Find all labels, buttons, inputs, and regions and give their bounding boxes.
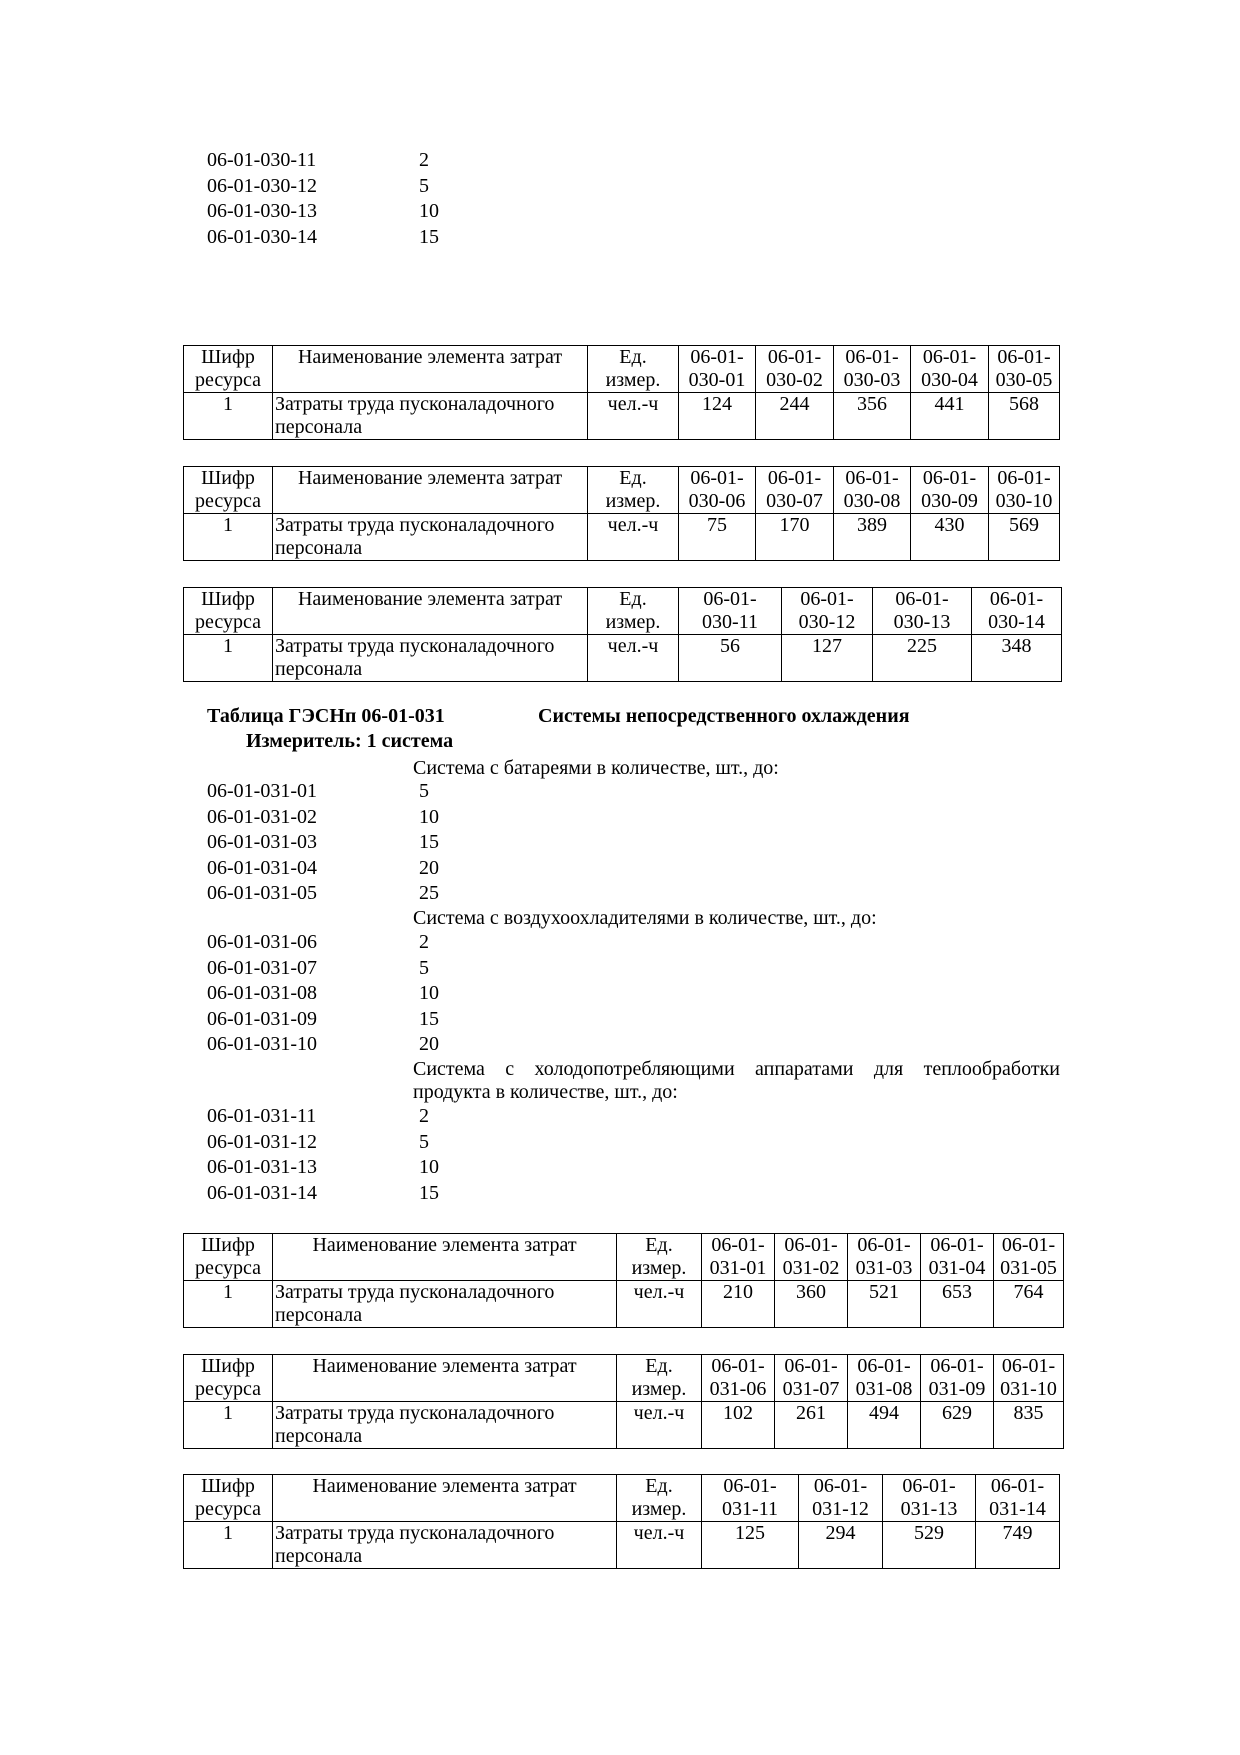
row-value: 360: [775, 1281, 848, 1328]
item-value: 10: [419, 982, 439, 1004]
norm-code-suffix: 031-10: [1000, 1378, 1057, 1400]
table-row: [184, 1402, 1064, 1449]
row-unit: чел.-ч: [588, 393, 679, 440]
norm-code-suffix: 030-11: [702, 611, 758, 633]
header-unit: [617, 1234, 702, 1281]
item-value: 10: [419, 1156, 439, 1178]
header-text: Ед.: [645, 1355, 673, 1377]
header-unit: [617, 1355, 702, 1402]
row-name-text: персонала: [275, 658, 363, 680]
norm-code-prefix: 06-01-: [989, 588, 1044, 610]
row-value: 127: [782, 635, 873, 682]
header-text: Ед.: [619, 346, 647, 368]
header-resource-code: [184, 1355, 273, 1402]
row-name-text: Затраты труда пусконаладочного: [275, 1281, 555, 1303]
norm-code-suffix: 030-10: [995, 490, 1053, 512]
row-unit: чел.-ч: [617, 1522, 702, 1569]
norm-code-prefix: 06-01-: [997, 467, 1051, 489]
header-text: измер.: [605, 490, 661, 512]
header-norm-code: [679, 588, 782, 635]
row-name-text: Затраты труда пусконаладочного: [275, 1522, 555, 1544]
row-value: 348: [972, 635, 1062, 682]
item-value: 15: [419, 225, 439, 248]
item-code: 06-01-031-10: [207, 1033, 317, 1055]
item-code: 06-01-030-11: [207, 149, 317, 171]
header-norm-code: [702, 1475, 799, 1522]
table-header-row: [184, 1234, 1064, 1281]
header-text: измер.: [631, 1257, 687, 1279]
header-norm-code: [911, 346, 989, 393]
resource-table: [183, 466, 1060, 561]
row-value: 521: [848, 1281, 921, 1328]
header-norm-code: [994, 1234, 1064, 1281]
header-norm-code: [911, 467, 989, 514]
norm-code-prefix: 06-01-: [767, 467, 822, 489]
header-text: ресурса: [195, 369, 261, 391]
group-title: Система с воздухоохладителями в количестве, шт., до:: [413, 907, 877, 929]
resource-table: [183, 1354, 1064, 1449]
header-norm-code: [679, 346, 756, 393]
norm-code-prefix: 06-01-: [990, 1475, 1045, 1497]
norm-code-prefix: 06-01-: [857, 1355, 911, 1377]
norm-code-suffix: 031-03: [855, 1257, 913, 1279]
row-value: 529: [883, 1522, 976, 1569]
header-text: ресурса: [195, 611, 261, 633]
row-value: 494: [848, 1402, 921, 1449]
resource-table: [183, 1233, 1064, 1328]
norm-code-prefix: 06-01-: [895, 588, 949, 610]
item-value: 5: [419, 174, 429, 197]
row-value: 294: [799, 1522, 883, 1569]
norm-code-prefix: 06-01-: [997, 346, 1051, 368]
row-name-text: персонала: [275, 1545, 363, 1567]
item-value: 2: [419, 149, 429, 171]
row-name-text: персонала: [275, 1304, 363, 1326]
row-value: 102: [702, 1402, 775, 1449]
norm-code-suffix: 030-02: [766, 369, 823, 391]
item-value: 15: [419, 1181, 439, 1204]
table-name: Системы непосредственного охлаждения: [538, 705, 910, 727]
header-norm-code: [834, 467, 911, 514]
item-code: 06-01-031-11: [207, 1105, 317, 1127]
row-number: 1: [184, 1522, 273, 1569]
norm-code-suffix: 031-08: [855, 1378, 913, 1400]
norm-code-prefix: 06-01-: [1001, 1234, 1056, 1256]
item-value: 20: [419, 1033, 439, 1055]
header-element-name: Наименование элемента затрат: [273, 588, 588, 635]
norm-code-prefix: 06-01-: [800, 588, 854, 610]
row-value: 56: [679, 635, 782, 682]
row-value: 389: [834, 514, 911, 561]
header-text: измер.: [631, 1498, 687, 1520]
row-value: 210: [702, 1281, 775, 1328]
header-text: Ед.: [645, 1234, 673, 1256]
norm-code-suffix: 031-06: [709, 1378, 767, 1400]
norm-code-suffix: 030-01: [688, 369, 746, 391]
norm-code-prefix: 06-01-: [711, 1355, 765, 1377]
header-element-name: Наименование элемента затрат: [273, 1355, 617, 1402]
norm-code-suffix: 031-07: [782, 1378, 840, 1400]
header-norm-code: [848, 1355, 921, 1402]
header-norm-code: [848, 1234, 921, 1281]
header-text: Шифр: [201, 588, 255, 610]
row-value: 125: [702, 1522, 799, 1569]
norm-code-prefix: 06-01-: [930, 1234, 984, 1256]
norm-code-prefix: 06-01-: [813, 1475, 868, 1497]
header-element-name: Наименование элемента затрат: [273, 467, 588, 514]
row-value: 441: [911, 393, 989, 440]
norm-code-prefix: 06-01-: [690, 467, 744, 489]
row-name-text: персонала: [275, 416, 363, 438]
table-header-row: [184, 588, 1062, 635]
row-name: [273, 1281, 617, 1328]
row-value: 569: [989, 514, 1060, 561]
row-value: 764: [994, 1281, 1064, 1328]
row-name: [273, 1402, 617, 1449]
item-value: 15: [419, 1007, 439, 1030]
header-text: Шифр: [201, 1355, 255, 1377]
norm-code-prefix: 06-01-: [784, 1355, 838, 1377]
norm-code-prefix: 06-01-: [845, 346, 899, 368]
header-element-name: Наименование элемента затрат: [273, 1234, 617, 1281]
row-number: 1: [184, 1281, 273, 1328]
row-number: 1: [184, 514, 273, 561]
header-norm-code: [756, 346, 834, 393]
item-code: 06-01-031-07: [207, 956, 317, 979]
item-code: 06-01-031-01: [207, 780, 317, 802]
norm-code-prefix: 06-01-: [922, 467, 977, 489]
header-norm-code: [873, 588, 972, 635]
row-number: 1: [184, 635, 273, 682]
row-value: 124: [679, 393, 756, 440]
header-resource-code: [184, 346, 273, 393]
norm-code-suffix: 030-13: [893, 611, 951, 633]
header-norm-code: [921, 1355, 994, 1402]
item-code: 06-01-031-12: [207, 1130, 317, 1153]
header-text: Ед.: [645, 1475, 673, 1497]
row-unit: чел.-ч: [588, 635, 679, 682]
table-header-row: [184, 467, 1060, 514]
header-resource-code: [184, 588, 273, 635]
item-code: 06-01-031-09: [207, 1007, 317, 1030]
item-value: 25: [419, 882, 439, 904]
group-title: Система с батареями в количестве, шт., до:: [413, 757, 779, 779]
norm-code-suffix: 031-04: [928, 1257, 986, 1279]
header-norm-code: [921, 1234, 994, 1281]
row-value: 225: [873, 635, 972, 682]
row-value: 568: [989, 393, 1060, 440]
table-header-row: [184, 1355, 1064, 1402]
norm-code-suffix: 030-09: [921, 490, 978, 512]
norm-code-prefix: 06-01-: [723, 1475, 777, 1497]
norm-code-suffix: 030-05: [995, 369, 1053, 391]
norm-code-suffix: 031-12: [812, 1498, 869, 1520]
row-name: [273, 635, 588, 682]
norm-code-suffix: 030-14: [988, 611, 1045, 633]
header-norm-code: [834, 346, 911, 393]
item-value: 2: [419, 931, 429, 953]
resource-table: [183, 345, 1060, 440]
row-number: 1: [184, 1402, 273, 1449]
item-code: 06-01-031-08: [207, 982, 317, 1004]
norm-code-suffix: 030-12: [798, 611, 856, 633]
header-element-name: Наименование элемента затрат: [273, 346, 588, 393]
header-text: измер.: [605, 369, 661, 391]
row-name-text: персонала: [275, 1425, 363, 1447]
row-value: 629: [921, 1402, 994, 1449]
header-norm-code: [883, 1475, 976, 1522]
norm-code-prefix: 06-01-: [922, 346, 977, 368]
norm-code-suffix: 031-14: [989, 1498, 1046, 1520]
row-unit: чел.-ч: [588, 514, 679, 561]
item-code: 06-01-031-14: [207, 1181, 317, 1204]
item-code: 06-01-030-12: [207, 174, 317, 197]
item-value: 15: [419, 831, 439, 853]
norm-code-prefix: 06-01-: [902, 1475, 956, 1497]
item-value: 5: [419, 1130, 429, 1153]
norm-code-suffix: 031-02: [782, 1257, 840, 1279]
item-code: 06-01-030-14: [207, 225, 317, 248]
item-code: 06-01-031-06: [207, 931, 317, 953]
header-text: измер.: [631, 1378, 687, 1400]
row-value: 261: [775, 1402, 848, 1449]
norm-code-prefix: 06-01-: [784, 1234, 838, 1256]
header-norm-code: [989, 467, 1060, 514]
norm-code-prefix: 06-01-: [930, 1355, 984, 1377]
row-value: 75: [679, 514, 756, 561]
header-resource-code: [184, 1234, 273, 1281]
header-unit: [588, 467, 679, 514]
norm-code-prefix: 06-01-: [1001, 1355, 1056, 1377]
header-resource-code: [184, 467, 273, 514]
header-norm-code: [972, 588, 1062, 635]
header-norm-code: [994, 1355, 1064, 1402]
header-text: ресурса: [195, 1257, 261, 1279]
header-element-name: Наименование элемента затрат: [273, 1475, 617, 1522]
row-value: 356: [834, 393, 911, 440]
header-norm-code: [976, 1475, 1060, 1522]
item-value: 10: [419, 805, 439, 828]
group-title: Система с холодопотребляющими аппаратами для теплообработки продукта в количестве, шт., до:: [413, 1058, 1060, 1103]
table-row: [184, 635, 1062, 682]
table-row: [184, 1281, 1064, 1328]
header-text: Ед.: [619, 588, 647, 610]
norm-code-suffix: 031-13: [900, 1498, 958, 1520]
table-title: Таблица ГЭСНп 06-01-031: [207, 705, 445, 727]
norm-code-prefix: 06-01-: [857, 1234, 911, 1256]
table-row: [184, 514, 1060, 561]
header-norm-code: [679, 467, 756, 514]
row-value: 749: [976, 1522, 1060, 1569]
header-resource-code: [184, 1475, 273, 1522]
item-code: 06-01-031-04: [207, 856, 317, 879]
norm-code-suffix: 030-04: [921, 369, 978, 391]
table-header-row: [184, 346, 1060, 393]
row-name-text: Затраты труда пусконаладочного: [275, 1402, 555, 1424]
header-unit: [617, 1475, 702, 1522]
row-name: [273, 1522, 617, 1569]
row-value: 430: [911, 514, 989, 561]
header-unit: [588, 346, 679, 393]
item-value: 5: [419, 956, 429, 979]
norm-code-prefix: 06-01-: [711, 1234, 765, 1256]
header-norm-code: [782, 588, 873, 635]
header-text: ресурса: [195, 490, 261, 512]
norm-code-suffix: 031-11: [722, 1498, 778, 1520]
item-code: 06-01-030-13: [207, 200, 317, 222]
row-name: [273, 514, 588, 561]
item-value: 5: [419, 780, 429, 802]
row-value: 170: [756, 514, 834, 561]
header-text: Шифр: [201, 1475, 255, 1497]
table-row: [184, 393, 1060, 440]
header-text: Шифр: [201, 1234, 255, 1256]
resource-table: [183, 1474, 1060, 1569]
norm-code-suffix: 031-09: [928, 1378, 986, 1400]
item-code: 06-01-031-03: [207, 831, 317, 853]
table-header-row: [184, 1475, 1060, 1522]
header-text: Шифр: [201, 467, 255, 489]
header-norm-code: [799, 1475, 883, 1522]
row-name-text: Затраты труда пусконаладочного: [275, 635, 555, 657]
row-name: [273, 393, 588, 440]
header-norm-code: [989, 346, 1060, 393]
norm-code-prefix: 06-01-: [767, 346, 822, 368]
norm-code-suffix: 030-07: [766, 490, 823, 512]
item-code: 06-01-031-02: [207, 805, 317, 828]
meter-label: Измеритель: 1 система: [246, 730, 454, 752]
row-value: 653: [921, 1281, 994, 1328]
header-text: Ед.: [619, 467, 647, 489]
norm-code-suffix: 030-06: [688, 490, 746, 512]
header-norm-code: [702, 1234, 775, 1281]
header-text: измер.: [605, 611, 661, 633]
header-text: ресурса: [195, 1498, 261, 1520]
norm-code-suffix: 030-08: [843, 490, 901, 512]
row-unit: чел.-ч: [617, 1281, 702, 1328]
row-unit: чел.-ч: [617, 1402, 702, 1449]
norm-code-suffix: 030-03: [843, 369, 901, 391]
row-name-text: Затраты труда пусконаладочного: [275, 393, 555, 415]
item-value: 10: [419, 200, 439, 222]
header-text: ресурса: [195, 1378, 261, 1400]
item-value: 20: [419, 856, 439, 879]
row-value: 244: [756, 393, 834, 440]
row-value: 835: [994, 1402, 1064, 1449]
header-text: Шифр: [201, 346, 255, 368]
item-code: 06-01-031-13: [207, 1156, 317, 1178]
row-name-text: персонала: [275, 537, 363, 559]
norm-code-prefix: 06-01-: [690, 346, 744, 368]
item-value: 2: [419, 1105, 429, 1127]
resource-table: [183, 587, 1062, 682]
item-code: 06-01-031-05: [207, 882, 317, 904]
row-number: 1: [184, 393, 273, 440]
header-norm-code: [775, 1234, 848, 1281]
header-norm-code: [756, 467, 834, 514]
norm-code-prefix: 06-01-: [845, 467, 899, 489]
norm-code-suffix: 031-05: [1000, 1257, 1057, 1279]
norm-code-suffix: 031-01: [709, 1257, 767, 1279]
header-norm-code: [702, 1355, 775, 1402]
header-norm-code: [775, 1355, 848, 1402]
header-unit: [588, 588, 679, 635]
row-name-text: Затраты труда пусконаладочного: [275, 514, 555, 536]
norm-code-prefix: 06-01-: [703, 588, 757, 610]
table-row: [184, 1522, 1060, 1569]
